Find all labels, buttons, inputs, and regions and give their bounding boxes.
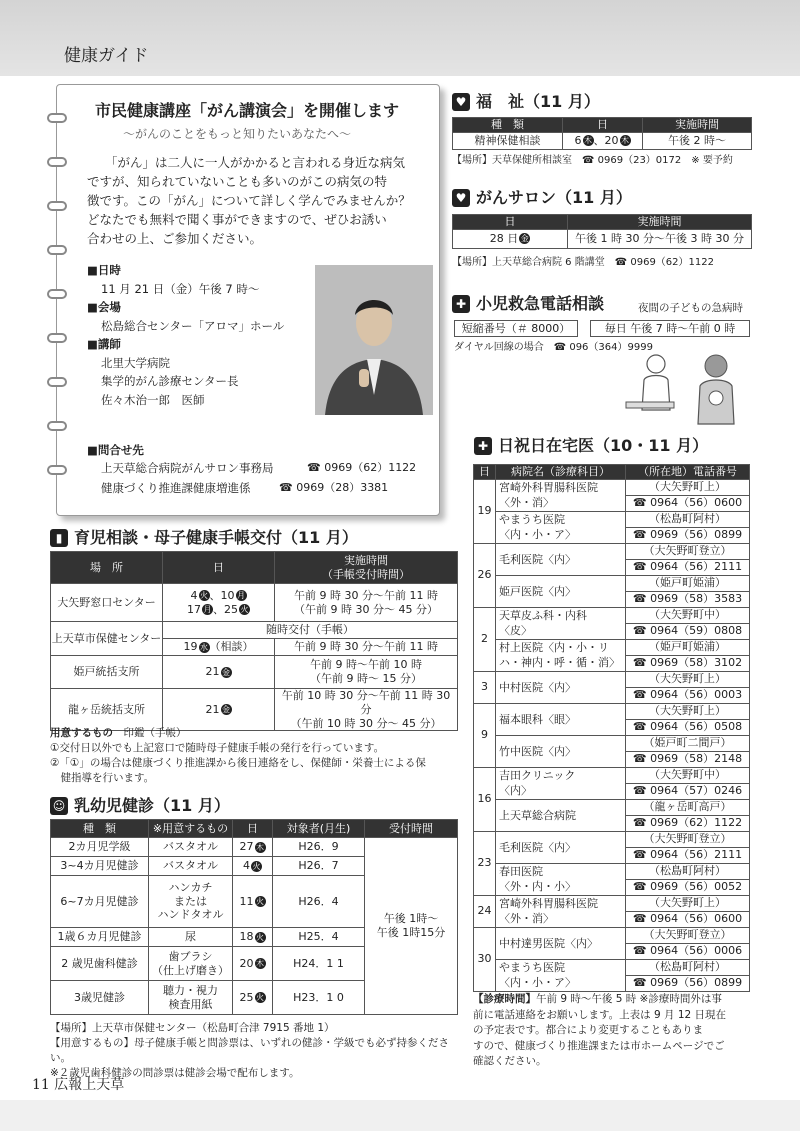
contact-2-tel: ☎ 0969（28）3381 xyxy=(279,481,389,494)
salon-place: 【場所】上天草総合病院 6 階講堂 ☎ 0969（62）1122 xyxy=(452,257,714,268)
hospital-name: 竹中医院〈内〉 xyxy=(496,735,626,767)
cross-icon: ✚ xyxy=(474,437,492,455)
lecture-title: 市民健康講座「がん講演会」を開催します xyxy=(95,101,400,120)
bottle-icon: ▮ xyxy=(50,529,68,547)
holiday-table: 日 病院名（診療科目） （所在地）電話番号 19 宮崎外科胃腸科医院 〈外・消〉 （大矢野町上） ☎ 0964（56）0600 やまうち医院 〈内・小・ア〉 （松島町阿村） ☎ 0969（56）0899 26 毛利医院〈内〉 （大矢野町登立） ☎ 0964（56）2111 姫戸医院〈内〉 （姫戸町姫浦） ☎ 0969（58）3583 2 天草皮ふ科・内科 〈皮〉 （大矢野町中） ☎ 0964（59）0808 村上医院〈内・小・リ ハ・神内・呼・循・消〉 （姫戸町姫浦） ☎ 0969（58）3102 3 中村医院〈内〉 （大矢野町上） ☎ 0964（56）0003 9 福本眼科〈眼〉 （大矢野町上） ☎ 0964（56）0508 竹中医院〈内〉 （姫戸町二間戸） ☎ 0969（58）2148 16 吉田クリニック 〈内〉 （大矢野町中） ☎ 0964（57）0246 上天草総合病院 （龍ヶ岳町高戸） ☎ 0969（62）1122 23 毛利医院〈内〉 （大矢野町登立） ☎ 0964（56）2111 春田医院 〈外・内・小〉 （松島町阿村） ☎ 0969（56）0052 24 宮崎外科胃腸科医院 〈外・消〉 （大矢野町上） ☎ 0964（56）0600 30 中村達男医院〈内〉 （大矢野町登立） ☎ 0964（56）0006 やまうち医院 〈内・小・ア〉 （松島町阿村） ☎ 0969（56）0899 xyxy=(473,464,750,992)
hospital-address: （大矢野町上） xyxy=(626,703,750,719)
lecture-body: 「がん」は二人に一人がかかると言われる身近な病気 ですが、知られていないことも多いのがこの病気の特 徴です。この「がん」について詳しく学んでみませんか？ どなたでも無料で聞く事ができますので、ぜひお誘い 合わせの上、ご参加ください。 xyxy=(87,155,411,246)
hospital-tel: ☎ 0969（58）2148 xyxy=(626,751,750,767)
infant-row xyxy=(51,838,458,857)
contact-1: 上天草総合病院がんサロン事務局 xyxy=(101,461,274,475)
checkup-item: バスタオル xyxy=(149,838,233,857)
kids-phone-heading: ✚ 小児救急電話相談 xyxy=(452,294,604,314)
checkup-item: 尿 xyxy=(149,928,233,947)
checkup-item: バスタオル xyxy=(149,857,233,876)
hospital-address: （大矢野町登立） xyxy=(626,831,750,847)
childcare-notes: 用意するもの 印鑑（手帳） ①交付日以外でも上記窓口で随時母子健康手帳の発行を行っています。 ②「①」の場合は健康づくり推進課から後日連絡をし、保健師・栄養士による保 健指導を行います。 xyxy=(50,727,426,784)
holiday-row: 19 宮崎外科胃腸科医院 〈外・消〉 （大矢野町上） xyxy=(474,479,750,495)
hospital-name: 中村医院〈内〉 xyxy=(496,671,626,703)
hospital-tel: ☎ 0964（59）0808 xyxy=(626,623,750,639)
hospital-name: 福本眼科〈眼〉 xyxy=(496,703,626,735)
hospital-name: やまうち医院 〈内・小・ア〉 xyxy=(496,959,626,991)
hospital-tel: ☎ 0964（56）0003 xyxy=(626,687,750,703)
hospital-tel: ☎ 0969（62）1122 xyxy=(626,815,750,831)
hospital-name: 毛利医院〈内〉 xyxy=(496,543,626,575)
checkup-day: 11 火 xyxy=(233,876,273,928)
checkup-item: 歯ブラシ （仕上げ磨き） xyxy=(149,947,233,981)
checkup-day: 27 木 xyxy=(233,838,273,857)
footer-bar xyxy=(0,1100,800,1131)
hospital-address: （松島町阿村） xyxy=(626,511,750,527)
hospital-tel: ☎ 0969（56）0052 xyxy=(626,879,750,895)
heart-icon: ♥ xyxy=(452,189,470,207)
childcare-table: 場 所 日 実施時間 （手帳受付時間） 大矢野窓口センター 4 火 、10 月 17 月 、25 火 午前 9 時 30 分〜午前 11 時 （午前 9 時 30 分〜 45 分） 上天草市保健センター 随時交付（手帳） 19 水 （相談） 午前 9 時 30 分〜午前 11 時 姫戸統括支所 21 金 午前 9 時〜午前 10 時 （午前 9 時〜 15 分） 龍ヶ岳統括支所 21 金 午前 10 時 30 分〜午前 11 時 30 分 （午前 10 時 30 分〜 45 分） xyxy=(50,551,458,731)
hospital-name: 村上医院〈内・小・リ ハ・神内・呼・循・消〉 xyxy=(496,639,626,671)
welfare-table: 種 類 日 実施時間 精神保健相談 6 木 、20 木 午後 2 時〜 xyxy=(452,117,752,150)
hospital-tel: ☎ 0964（56）2111 xyxy=(626,559,750,575)
hospital-tel: ☎ 0969（58）3102 xyxy=(626,655,750,671)
checkup-target: H23．1 0 xyxy=(273,981,365,1015)
hospital-address: （大矢野町上） xyxy=(626,895,750,911)
checkup-type: 6~7カ月児健診 xyxy=(51,876,149,928)
hospital-name: 宮崎外科胃腸科医院 〈外・消〉 xyxy=(496,895,626,927)
hospital-tel: ☎ 0964（57）0246 xyxy=(626,783,750,799)
hospital-tel: ☎ 0969（56）0899 xyxy=(626,527,750,543)
holiday-row xyxy=(474,735,750,751)
hospital-name: 吉田クリニック 〈内〉 xyxy=(496,767,626,799)
hospital-tel: ☎ 0964（56）0600 xyxy=(626,495,750,511)
holiday-heading: ✚ 日祝日在宅医（10・11 月） xyxy=(474,436,708,456)
holiday-row: 9 福本眼科〈眼〉 （大矢野町上） xyxy=(474,703,750,719)
hospital-address: （大矢野町登立） xyxy=(626,927,750,943)
infant-notes: 【場所】上天草市保健センター（松島町合津 7915 番地 1） 【用意するもの】母子健康手帳と問診票は、いずれの健診・学級でも必ず持参ください。 ※２歳児歯科健診の問診票は健診会場で配布します。 xyxy=(50,1022,449,1079)
hospital-tel: ☎ 0964（56）0508 xyxy=(626,719,750,735)
holiday-row: 30 中村達男医院〈内〉 （大矢野町登立） xyxy=(474,927,750,943)
hospital-tel: ☎ 0964（56）0006 xyxy=(626,943,750,959)
holiday-row: 16 吉田クリニック 〈内〉 （大矢野町中） xyxy=(474,767,750,783)
hospital-name: やまうち医院 〈内・小・ア〉 xyxy=(496,511,626,543)
hospital-name: 上天草総合病院 xyxy=(496,799,626,831)
holiday-note: 【診療時間】午前 9 時〜午後 5 時 ※診療時間外は事 前に電話連絡をお願いします。上表は 9 月 12 日現在 の予定表です。都合により変更することもありま すので、健康づくり推進課または市ホームページでご 確認ください。 xyxy=(473,993,727,1067)
hospital-address: （大矢野町中） xyxy=(626,767,750,783)
checkup-target: H26．7 xyxy=(273,857,365,876)
holiday-row xyxy=(474,959,750,975)
checkup-target: H25．4 xyxy=(273,928,365,947)
ring-icon xyxy=(47,333,67,343)
checkup-type: 1歳６カ月児健診 xyxy=(51,928,149,947)
holiday-row: 23 毛利医院〈内〉 （大矢野町登立） xyxy=(474,831,750,847)
holiday-row: 3 中村医院〈内〉 （大矢野町上） xyxy=(474,671,750,687)
checkup-target: H24．1 1 xyxy=(273,947,365,981)
hospital-address: （姫戸町姫浦） xyxy=(626,575,750,591)
checkup-type: 2カ月児学級 xyxy=(51,838,149,857)
checkup-target: H26．9 xyxy=(273,838,365,857)
hospital-address: （姫戸町二間戸） xyxy=(626,735,750,751)
holiday-row xyxy=(474,511,750,527)
infant-table: 種 類 ※用意するもの 日 対象者(月生) 受付時間 2カ月児学級 バスタオル 27 木 H26．9 午後 1時〜 午後 1時15分 3~4カ月児健診 バスタオル 4 火 H26．7 6~7カ月児健診 ハンカチ または ハンドタオル 11 火 H26．4 1歳６カ月児健診 尿 18 火 H25．4 2 歳児歯科健診 歯ブラシ （仕上げ磨き） 20 木 H24．1 1 3歳児健診 聴力・視力 検査用紙 25 火 H23．1 0 xyxy=(50,819,458,1015)
hospital-address: （龍ヶ岳町高戸） xyxy=(626,799,750,815)
infant-heading: ☺ 乳幼児健診（11 月） xyxy=(50,796,230,816)
salon-heading: ♥ がんサロン（11 月） xyxy=(452,188,632,208)
ring-icon xyxy=(47,465,67,475)
hospital-address: （松島町阿村） xyxy=(626,863,750,879)
hospital-tel: ☎ 0964（56）2111 xyxy=(626,847,750,863)
checkup-type: 2 歳児歯科健診 xyxy=(51,947,149,981)
holiday-row: 2 天草皮ふ科・内科 〈皮〉 （大矢野町中） xyxy=(474,607,750,623)
hospital-name: 天草皮ふ科・内科 〈皮〉 xyxy=(496,607,626,639)
checkup-time: 午後 1時〜 午後 1時15分 xyxy=(365,838,458,1015)
checkup-day: 4 火 xyxy=(233,857,273,876)
heart-icon: ♥ xyxy=(452,93,470,111)
page-title: 健康ガイド xyxy=(64,46,149,66)
ring-icon xyxy=(47,377,67,387)
short-number: 短縮番号（＃ 8000） xyxy=(454,320,578,337)
page-number: 11 広報上天草 xyxy=(32,1077,125,1093)
hospital-tel: ☎ 0964（56）0600 xyxy=(626,911,750,927)
dial-line: ダイヤル回線の場合 ☎ 096（364）9999 xyxy=(454,342,653,353)
baby-icon: ☺ xyxy=(50,797,68,815)
checkup-day: 25 火 xyxy=(233,981,273,1015)
ring-icon xyxy=(47,421,67,431)
holiday-row: 24 宮崎外科胃腸科医院 〈外・消〉 （大矢野町上） xyxy=(474,895,750,911)
hospital-name: 春田医院 〈外・内・小〉 xyxy=(496,863,626,895)
cross-icon: ✚ xyxy=(452,295,470,313)
ring-icon xyxy=(47,201,67,211)
ring-icon xyxy=(47,113,67,123)
lecture-box xyxy=(56,84,440,516)
contact-1-tel: ☎ 0969（62）1122 xyxy=(307,461,417,474)
holiday-row xyxy=(474,575,750,591)
hospital-address: （大矢野町中） xyxy=(626,607,750,623)
kids-phone-subtitle: 夜間の子どもの急病時 xyxy=(638,302,743,314)
hospital-name: 姫戸医院〈内〉 xyxy=(496,575,626,607)
ring-icon xyxy=(47,157,67,167)
speaker-photo xyxy=(315,265,433,415)
welfare-heading: ♥ 福 祉（11 月） xyxy=(452,92,600,112)
hospital-name: 毛利医院〈内〉 xyxy=(496,831,626,863)
holiday-row xyxy=(474,799,750,815)
hospital-name: 宮崎外科胃腸科医院 〈外・消〉 xyxy=(496,479,626,511)
holiday-row xyxy=(474,639,750,655)
checkup-item: 聴力・視力 検査用紙 xyxy=(149,981,233,1015)
ring-icon xyxy=(47,245,67,255)
doctor-illustration xyxy=(620,340,750,432)
childcare-heading: ▮ 育児相談・母子健康手帳交付（11 月） xyxy=(50,528,358,548)
hospital-address: （大矢野町上） xyxy=(626,479,750,495)
checkup-day: 20 木 xyxy=(233,947,273,981)
hospital-address: （松島町阿村） xyxy=(626,959,750,975)
checkup-day: 18 火 xyxy=(233,928,273,947)
hospital-tel: ☎ 0969（58）3583 xyxy=(626,591,750,607)
lecture-subtitle: 〜がんのことをもっと知りたいあなたへ〜 xyxy=(123,127,352,141)
hospital-address: （姫戸町姫浦） xyxy=(626,639,750,655)
lecture-details: ■日時 11 月 21 日（金）午後 7 時〜 ■会場 松島総合センター「アロマ」ホール ■講師 北里大学病院 集学的がん診療センター長 佐々木治一郎 医師 xyxy=(87,263,285,407)
welfare-place: 【場所】天草保健所相談室 ☎ 0969（23）0172 ※ 要予約 xyxy=(452,155,733,166)
salon-table: 日 実施時間 28 日 金 午後 1 時 30 分〜午後 3 時 30 分 xyxy=(452,214,752,249)
contact-label: ■問合せ先 xyxy=(87,443,144,457)
contact-2: 健康づくり推進課健康増進係 xyxy=(101,481,251,495)
checkup-item: ハンカチ または ハンドタオル xyxy=(149,876,233,928)
checkup-type: 3歳児健診 xyxy=(51,981,149,1015)
holiday-row: 26 毛利医院〈内〉 （大矢野町登立） xyxy=(474,543,750,559)
checkup-target: H26．4 xyxy=(273,876,365,928)
hospital-address: （大矢野町登立） xyxy=(626,543,750,559)
ring-icon xyxy=(47,289,67,299)
holiday-row xyxy=(474,863,750,879)
hospital-name: 中村達男医院〈内〉 xyxy=(496,927,626,959)
kids-phone-hours: 毎日 午後 7 時〜午前 0 時 xyxy=(590,320,750,337)
checkup-type: 3~4カ月児健診 xyxy=(51,857,149,876)
hospital-address: （大矢野町上） xyxy=(626,671,750,687)
hospital-tel: ☎ 0969（56）0899 xyxy=(626,975,750,991)
